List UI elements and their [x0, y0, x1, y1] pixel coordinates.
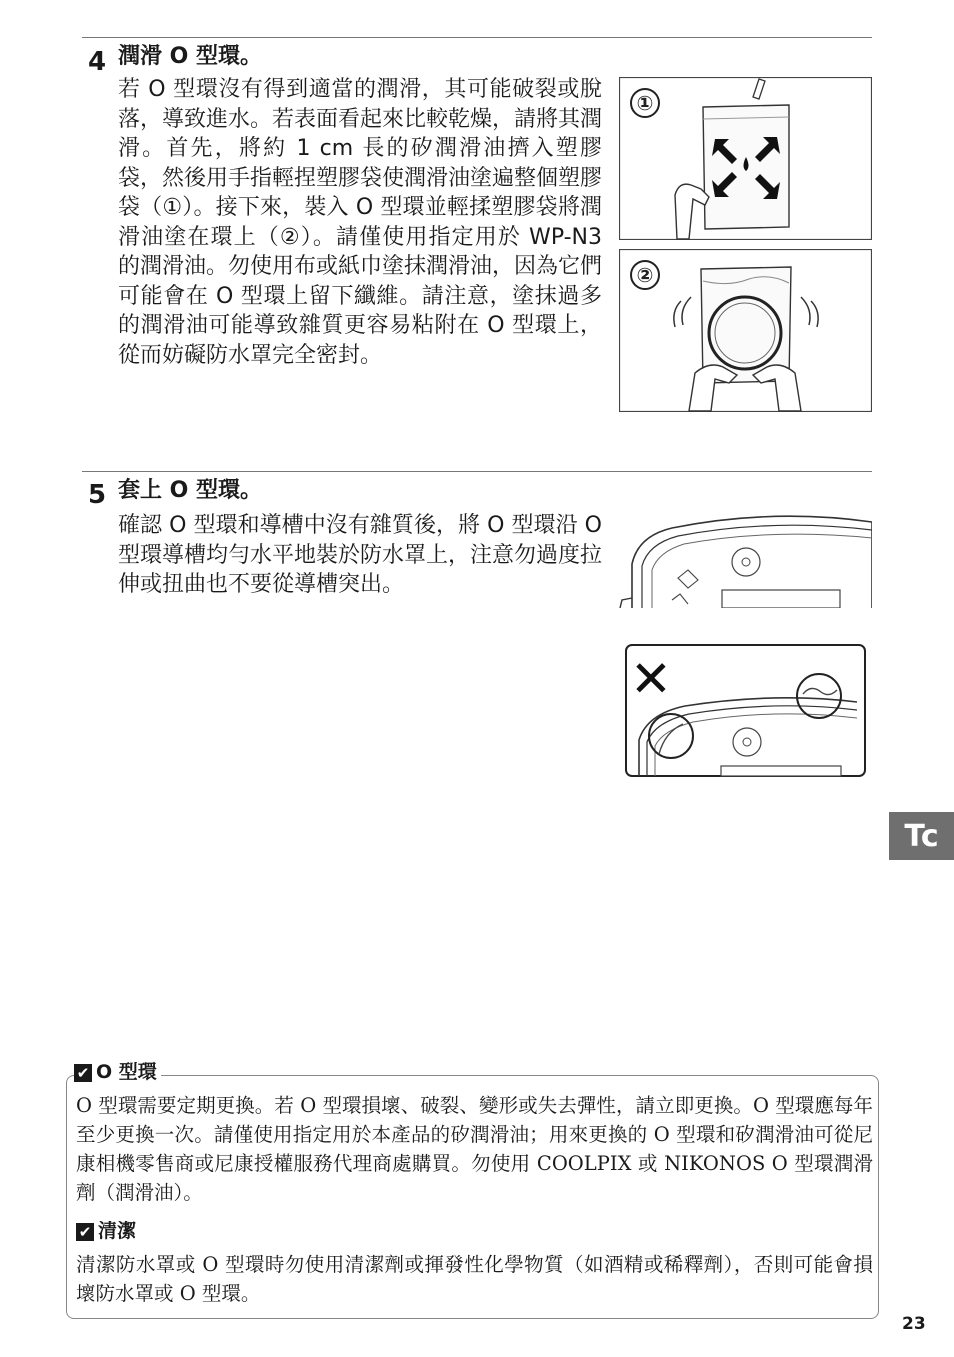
step-4-title: 潤滑 O 型環。 [118, 44, 263, 69]
divider-top [82, 37, 872, 38]
divider-middle [82, 471, 872, 472]
step-4-number: 4 [88, 47, 107, 77]
language-tab: Tc [889, 812, 954, 860]
step-5-number: 5 [88, 480, 107, 510]
note-oring-heading [74, 1063, 161, 1082]
figure-2-label: ② [636, 263, 654, 287]
note-cleaning-title: 清潔 [98, 1220, 137, 1242]
oring-in-bag-illustration [619, 249, 872, 412]
step-5-body: 確認 O 型環和導槽中沒有雜質後，將 O 型環沿 O 型環導槽均勻水平地裝於防水罩上，注意勿過度拉伸或扭曲也不要從導槽突出。 [118, 513, 603, 597]
wrong-mark: ✕ [630, 650, 672, 708]
note-oring-title: O 型環 [96, 1061, 157, 1083]
note-cleaning-body: 清潔防水罩或 O 型環時勿使用清潔劑或揮發性化學物質（如酒精或稀釋劑），否則可能會損壞防水罩或 O 型環。 [76, 1253, 873, 1305]
page-number: 23 [902, 1314, 926, 1334]
check-icon: ✔ [76, 1223, 94, 1241]
lubricant-bag-illustration [619, 77, 872, 240]
figure-1-label: ① [636, 91, 654, 115]
housing-oring-incorrect-illustration [625, 644, 866, 777]
note-cleaning-heading [76, 1222, 140, 1241]
note-oring-body: O 型環需要定期更換。若 O 型環損壞、破裂、變形或失去彈性，請立即更換。O 型環應每年至少更換一次。請僅使用指定用於本產品的矽潤滑油；用來更換的 O 型環和矽潤滑油可從尼康相機零售商或尼康授權服務代理商處購買。勿使用 COOLPIX 或 NIKONOS O 型環潤滑劑（潤滑油）。 [76, 1094, 873, 1204]
check-icon: ✔ [74, 1064, 92, 1082]
step-4-body: 若 O 型環沒有得到適當的潤滑，其可能破裂或脫落，導致進水。若表面看起來比較乾燥，請將其潤滑。首先，將約 1 cm 長的矽潤滑油擠入塑膠袋，然後用手指輕捏塑膠袋使潤滑油塗遍整個塑膠袋（①）。接下來，裝入 O 型環並輕揉塑膠袋將潤滑油塗在環上（②）。請僅使用指定用於 WP-N3 的潤滑油。勿使用布或紙巾塗抹潤滑油，因為它們可能會在 O 型環上留下纖維。請注意，塗抹過多的潤滑油可能導致雜質更容易粘附在 O 型環上，從而妨礙防水罩完全密封。 [118, 77, 603, 368]
housing-oring-fitted-illustration [612, 514, 872, 608]
step-5-title: 套上 O 型環。 [118, 478, 263, 503]
